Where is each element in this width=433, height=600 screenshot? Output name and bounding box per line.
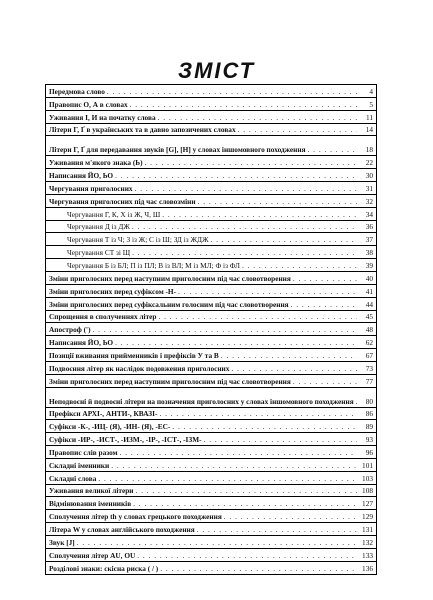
dot-leader — [242, 262, 357, 270]
toc-entry-title: Передмова слово — [49, 86, 105, 96]
toc-entry[interactable] — [46, 323, 376, 336]
toc-entry[interactable] — [46, 536, 376, 549]
dot-leader — [158, 114, 357, 122]
toc-entry[interactable] — [46, 208, 376, 221]
toc-entry-page: 133 — [362, 550, 373, 560]
toc-entry-page: 39 — [365, 260, 373, 270]
toc-entry-title: Уживання великої літери — [49, 486, 134, 496]
toc-entry[interactable] — [46, 510, 376, 523]
toc-entry-page: 131 — [362, 525, 373, 534]
dot-leader — [159, 410, 357, 418]
toc-entry-title: Подвоєння літер як наслідок подовження приголосних — [49, 363, 230, 373]
toc-entry[interactable] — [46, 459, 376, 472]
toc-entry-title: Спрощення в сполученнях літер — [49, 312, 157, 322]
toc-entry[interactable] — [46, 349, 376, 362]
dot-leader — [224, 513, 357, 521]
toc-entry-page: 36 — [365, 222, 373, 232]
dot-leader — [356, 398, 357, 406]
toc-entry-title: Суфікси -ИР-, -ИСТ-, -ИЗМ-, -ІР-, -ІСТ-, -ІЗМ- — [49, 435, 202, 445]
toc-entry-title: Звук [J] — [49, 537, 75, 547]
toc-entry-page: 30 — [365, 171, 373, 181]
toc-entry-title: Неподвоєні й подвоєні літери на позначення приголосних у словах іншомовного походження — [49, 396, 354, 406]
dot-leader — [135, 185, 357, 193]
toc-entry[interactable] — [46, 221, 376, 234]
toc-entry-page: 96 — [365, 447, 373, 457]
dot-leader — [132, 249, 357, 257]
toc-entry-page: 22 — [365, 158, 373, 168]
toc-entry-title: Відмінювання іменників — [49, 499, 132, 509]
toc-entry-title: Зміни приголосних перед наступним приголосним під час словотворення — [49, 273, 291, 283]
toc-entry-page: 129 — [362, 512, 373, 522]
dot-leader — [158, 313, 357, 321]
toc-entry-title: Чергування приголосних — [49, 183, 133, 193]
toc-entry[interactable] — [46, 195, 376, 208]
dot-leader — [135, 487, 357, 495]
toc-entry-page: 41 — [365, 286, 373, 296]
toc-entry-page: 11 — [365, 112, 373, 122]
toc-entry-title: Написання ЙО, ЬО — [49, 171, 114, 181]
toc-entry[interactable] — [46, 136, 376, 156]
toc-entry-title: Чергування СТ зі Щ — [67, 248, 131, 258]
dot-leader — [160, 565, 357, 573]
toc-entry[interactable] — [46, 336, 376, 349]
toc-entry[interactable] — [46, 272, 376, 285]
toc-entry-page: 86 — [365, 409, 373, 419]
toc-entry-page: 136 — [362, 563, 373, 573]
toc-entry-page: 40 — [365, 273, 373, 283]
toc-entry-page: 44 — [365, 299, 373, 309]
dot-leader — [211, 236, 358, 244]
dot-leader — [111, 462, 357, 470]
toc-entry-title: Сполучення літер AU, OU — [49, 550, 136, 560]
toc-entry-page: 37 — [365, 235, 373, 245]
toc-entry[interactable] — [46, 375, 376, 388]
toc-entry[interactable] — [46, 549, 376, 562]
dot-leader — [197, 526, 357, 534]
toc-entry-title: Правопис О, А в словах — [49, 99, 128, 109]
toc-entry[interactable] — [46, 362, 376, 375]
toc-entry[interactable] — [46, 156, 376, 169]
toc-entry-page: 45 — [365, 312, 373, 322]
dot-leader — [137, 552, 357, 560]
toc-entry-page: 132 — [362, 537, 373, 547]
toc-entry-title: Складні іменники — [49, 460, 110, 470]
toc-entry-page: 31 — [365, 183, 373, 193]
toc-entry-page: 67 — [365, 350, 373, 360]
toc-entry-title: Чергування Д із ДЖ — [67, 222, 130, 232]
toc-entry-page: 14 — [365, 125, 373, 135]
dot-leader — [132, 223, 357, 231]
toc-entry-page: 103 — [362, 473, 373, 483]
table-of-contents — [45, 84, 377, 575]
toc-entry-page: 77 — [365, 376, 373, 386]
toc-entry-page: 93 — [365, 435, 373, 445]
dot-leader — [293, 275, 357, 283]
toc-entry-title: Зміни приголосних перед суфіксальним голосним під час словотворення — [49, 299, 289, 309]
toc-entry-title: Чергування Т із Ч; З із Ж; С із Ш; ЗД із ЖДЖ — [67, 235, 209, 245]
toc-entry[interactable] — [46, 472, 376, 485]
toc-entry[interactable] — [46, 523, 376, 536]
dot-leader — [77, 539, 357, 547]
toc-entry-title: Чергування Б із БЛ; П із ПЛ; В із ВЛ; М із МЛ; Ф із ФЛ — [67, 260, 240, 270]
toc-entry-title: Літери Г, Ґ в українських та в давно запозичених словах — [49, 125, 236, 135]
toc-entry-title: Уживання І, И на початку слова — [49, 112, 156, 122]
dot-leader — [120, 449, 357, 457]
toc-entry-page: 101 — [362, 460, 373, 470]
dot-leader — [293, 378, 357, 386]
dot-leader — [172, 423, 357, 431]
toc-entry[interactable] — [46, 311, 376, 324]
toc-entry-page: 4 — [369, 86, 373, 96]
toc-entry[interactable] — [46, 111, 376, 124]
toc-entry-title: Префікси АРХІ-, АНТИ-, КВАЗІ- — [49, 409, 158, 419]
toc-entry-page: 38 — [365, 248, 373, 258]
toc-entry[interactable] — [46, 85, 376, 98]
toc-entry-title: Зміни приголосних перед суфіксом -Н- — [49, 286, 177, 296]
toc-entry-page: 34 — [365, 209, 373, 219]
toc-entry-page: 48 — [365, 325, 373, 335]
toc-entry-page: 80 — [365, 396, 373, 406]
toc-entry-title: Правопис слів разом — [49, 447, 118, 457]
dot-leader — [221, 352, 357, 360]
toc-entry[interactable] — [46, 169, 376, 182]
toc-entry[interactable] — [46, 388, 376, 408]
toc-entry-page: 62 — [365, 338, 373, 348]
toc-entry[interactable] — [46, 298, 376, 311]
toc-entry-title: Розділові знаки: скісна риска ( / ) — [49, 563, 159, 573]
toc-entry-title: Апостроф (') — [49, 325, 91, 335]
toc-entry[interactable] — [46, 98, 376, 111]
toc-entry-title: Уживання м'якого знака (Ь) — [49, 158, 143, 168]
dot-leader — [93, 326, 357, 334]
toc-entry[interactable] — [46, 124, 376, 137]
page-title: ЗМІСТ — [177, 58, 256, 83]
toc-entry-page: 127 — [362, 499, 373, 509]
dot-leader — [178, 288, 357, 296]
dot-leader — [198, 198, 357, 206]
toc-entry[interactable] — [46, 485, 376, 498]
toc-entry[interactable] — [46, 433, 376, 446]
toc-entry[interactable] — [46, 246, 376, 259]
dot-leader — [291, 301, 357, 309]
toc-entry-title: Чергування Г, К, Х із Ж, Ч, Ш — [67, 209, 161, 219]
dot-leader — [115, 339, 357, 347]
toc-entry[interactable] — [46, 562, 376, 575]
toc-entry-title: Суфікси -К-, -ИЦ- (Я), -ИН- (Я), -ЕС- — [49, 422, 171, 432]
toc-entry-title: Зміни приголосних перед наступним приголосним під час словотворення — [49, 376, 291, 386]
toc-entry-page: 5 — [369, 99, 373, 109]
toc-entry[interactable] — [46, 446, 376, 459]
toc-entry[interactable] — [46, 420, 376, 433]
toc-entry[interactable] — [46, 408, 376, 421]
dot-leader — [204, 436, 357, 444]
toc-entry[interactable] — [46, 285, 376, 298]
toc-entry-title: Складні слова — [49, 473, 97, 483]
dot-leader — [162, 211, 357, 219]
dot-leader — [238, 126, 357, 134]
toc-entry[interactable] — [46, 182, 376, 195]
toc-entry-page: 89 — [365, 422, 373, 432]
toc-entry-page: 108 — [362, 486, 373, 496]
dot-leader — [133, 500, 357, 508]
toc-entry[interactable] — [46, 233, 376, 246]
dot-leader — [98, 475, 357, 483]
dot-leader — [130, 101, 357, 109]
toc-entry[interactable] — [46, 259, 376, 272]
toc-entry-title: Літери Г, Ґ для передавання звуків [G], [H] у словах іншомовного походження — [49, 145, 306, 155]
dot-leader — [308, 146, 357, 154]
toc-entry-title: Позиції вживання прийменників і префіксів У та В — [49, 350, 219, 360]
toc-entry[interactable] — [46, 497, 376, 510]
dot-leader — [145, 159, 357, 167]
dot-leader — [115, 172, 357, 180]
toc-entry-page: 32 — [365, 196, 373, 206]
toc-entry-title: Літера W у словах англійського походження — [49, 525, 195, 534]
toc-entry-page: 73 — [365, 363, 373, 373]
dot-leader — [107, 88, 357, 96]
dot-leader — [231, 365, 357, 373]
toc-entry-title: Сполучення літер th у словах грецького походження — [49, 512, 222, 522]
toc-entry-title: Написання ЙО, ЬО — [49, 338, 114, 348]
toc-entry-title: Чергування приголосних під час словозміни — [49, 196, 196, 206]
toc-entry-page: 18 — [365, 145, 373, 155]
